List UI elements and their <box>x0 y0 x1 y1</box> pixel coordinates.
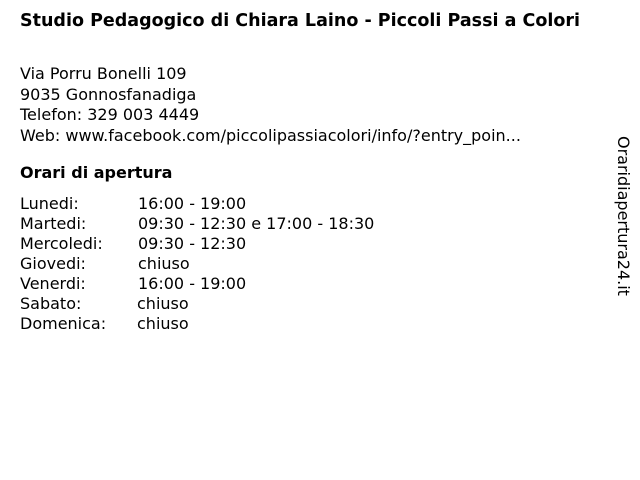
hours-value: 16:00 - 19:00 <box>138 274 247 293</box>
hours-value: 16:00 - 19:00 <box>138 194 247 213</box>
contact-block <box>20 64 521 146</box>
day-label: Sabato: <box>20 294 82 313</box>
day-label: Mercoledi: <box>20 234 103 253</box>
day-label: Lunedi: <box>20 194 79 213</box>
hours-value: chiuso <box>137 294 189 313</box>
opening-hours-heading: Orari di apertura <box>20 163 173 182</box>
address-line: Via Porru Bonelli 109 <box>20 64 187 83</box>
day-label: Domenica: <box>20 314 107 333</box>
hours-value: 09:30 - 12:30 e 17:00 - 18:30 <box>138 214 375 233</box>
business-name: Studio Pedagogico di Chiara Laino - Piccoli Passi a Colori <box>20 11 580 31</box>
hours-value: chiuso <box>138 254 190 273</box>
web-line[interactable]: Web: www.facebook.com/piccolipassiacolori/info/?entry_poin... <box>20 125 521 145</box>
phone-line[interactable]: Telefon: 329 003 4449 <box>20 105 200 124</box>
hours-value: chiuso <box>137 314 189 333</box>
hours-value: 09:30 - 12:30 <box>138 234 247 253</box>
city-line: 9035 Gonnosfanadiga <box>20 84 197 104</box>
day-label: Venerdi: <box>20 274 86 293</box>
site-watermark: Oraridiapertura24.it <box>614 136 633 296</box>
day-label: Martedi: <box>20 214 87 233</box>
day-label: Giovedi: <box>20 254 86 273</box>
